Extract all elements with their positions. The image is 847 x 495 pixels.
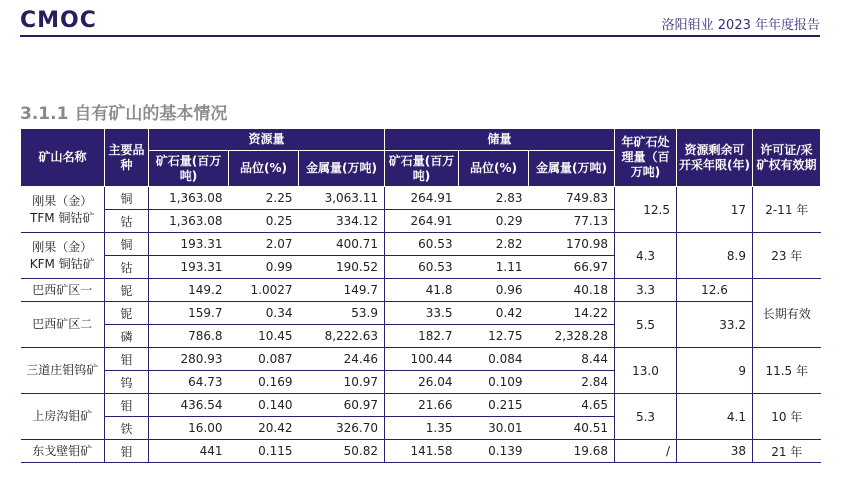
reserve-metal-cell: 4.65 bbox=[529, 394, 615, 417]
resource-metal-cell: 3,063.11 bbox=[299, 187, 385, 210]
product-cell: 铌 bbox=[105, 279, 149, 302]
resource-metal-cell: 326.70 bbox=[299, 417, 385, 440]
product-cell: 磷 bbox=[105, 325, 149, 348]
capacity-cell: 3.3 bbox=[615, 279, 677, 302]
reserve-metal-cell: 40.51 bbox=[529, 417, 615, 440]
resource-metal-cell: 53.9 bbox=[299, 302, 385, 325]
col-group-resources: 资源量 bbox=[149, 129, 385, 151]
col-resource-grade: 品位(%) bbox=[229, 151, 299, 187]
reserve-grade-cell: 1.11 bbox=[459, 256, 529, 279]
col-main-product: 主要品种 bbox=[105, 129, 149, 187]
product-cell: 铌 bbox=[105, 302, 149, 325]
reserve-metal-cell: 14.22 bbox=[529, 302, 615, 325]
resource-metal-cell: 8,222.63 bbox=[299, 325, 385, 348]
reserve-metal-cell: 2,328.28 bbox=[529, 325, 615, 348]
product-cell: 钼 bbox=[105, 440, 149, 463]
table-row bbox=[21, 440, 821, 463]
years-cell: 38 bbox=[677, 440, 753, 463]
reserve-grade-cell: 12.75 bbox=[459, 325, 529, 348]
capacity-cell: 12.5 bbox=[615, 187, 677, 233]
reserve-ore-cell: 264.91 bbox=[385, 187, 459, 210]
resource-metal-cell: 24.46 bbox=[299, 348, 385, 371]
license-cell: 21 年 bbox=[753, 440, 821, 463]
mine-name-cell: 三道庄钼钨矿 bbox=[21, 348, 105, 394]
capacity-cell: 13.0 bbox=[615, 348, 677, 394]
resource-ore-cell: 1,363.08 bbox=[149, 187, 229, 210]
col-reserve-grade: 品位(%) bbox=[459, 151, 529, 187]
years-cell: 4.1 bbox=[677, 394, 753, 440]
reserve-ore-cell: 33.5 bbox=[385, 302, 459, 325]
resource-metal-cell: 50.82 bbox=[299, 440, 385, 463]
mine-name-cell: 巴西矿区二 bbox=[21, 302, 105, 348]
product-cell: 钴 bbox=[105, 210, 149, 233]
years-cell: 9 bbox=[677, 348, 753, 394]
license-cell: 23 年 bbox=[753, 233, 821, 279]
license-cell: 10 年 bbox=[753, 394, 821, 440]
years-cell: 33.2 bbox=[677, 302, 753, 348]
years-cell: 8.9 bbox=[677, 233, 753, 279]
resource-metal-cell: 149.7 bbox=[299, 279, 385, 302]
reserve-ore-cell: 141.58 bbox=[385, 440, 459, 463]
resource-grade-cell: 1.0027 bbox=[229, 279, 299, 302]
reserve-metal-cell: 170.98 bbox=[529, 233, 615, 256]
reserve-grade-cell: 0.96 bbox=[459, 279, 529, 302]
resource-grade-cell: 0.169 bbox=[229, 371, 299, 394]
resource-grade-cell: 20.42 bbox=[229, 417, 299, 440]
reserve-grade-cell: 2.82 bbox=[459, 233, 529, 256]
mine-name-cell: 巴西矿区一 bbox=[21, 279, 105, 302]
mine-name-cell: 东戈壁钼矿 bbox=[21, 440, 105, 463]
reserve-grade-cell: 0.42 bbox=[459, 302, 529, 325]
license-cell: 2-11 年 bbox=[753, 187, 821, 233]
table-row bbox=[21, 348, 821, 371]
resource-ore-cell: 280.93 bbox=[149, 348, 229, 371]
resource-grade-cell: 0.140 bbox=[229, 394, 299, 417]
reserve-grade-cell: 30.01 bbox=[459, 417, 529, 440]
resource-ore-cell: 1,363.08 bbox=[149, 210, 229, 233]
cmoc-logo: CMOC bbox=[20, 8, 97, 33]
reserve-ore-cell: 60.53 bbox=[385, 256, 459, 279]
capacity-cell: / bbox=[615, 440, 677, 463]
col-group-reserves: 储量 bbox=[385, 129, 615, 151]
product-cell: 铜 bbox=[105, 187, 149, 210]
reserve-metal-cell: 40.18 bbox=[529, 279, 615, 302]
reserve-ore-cell: 21.66 bbox=[385, 394, 459, 417]
capacity-cell: 5.5 bbox=[615, 302, 677, 348]
resource-metal-cell: 190.52 bbox=[299, 256, 385, 279]
reserve-metal-cell: 8.44 bbox=[529, 348, 615, 371]
col-reserve-ore: 矿石量(百万吨) bbox=[385, 151, 459, 187]
col-resource-metal: 金属量(万吨) bbox=[299, 151, 385, 187]
reserve-ore-cell: 182.7 bbox=[385, 325, 459, 348]
capacity-cell: 5.3 bbox=[615, 394, 677, 440]
resource-grade-cell: 2.25 bbox=[229, 187, 299, 210]
resource-ore-cell: 786.8 bbox=[149, 325, 229, 348]
section-title: 3.1.1 自有矿山的基本情况 bbox=[20, 104, 228, 124]
license-cell: 11.5 年 bbox=[753, 348, 821, 394]
resource-grade-cell: 0.087 bbox=[229, 348, 299, 371]
col-resource-ore: 矿石量(百万吨) bbox=[149, 151, 229, 187]
table-row bbox=[21, 302, 821, 325]
reserve-grade-cell: 0.29 bbox=[459, 210, 529, 233]
col-license: 许可证/采矿权有效期 bbox=[753, 129, 821, 187]
resource-grade-cell: 0.34 bbox=[229, 302, 299, 325]
product-cell: 钼 bbox=[105, 394, 149, 417]
product-cell: 钴 bbox=[105, 256, 149, 279]
reserve-metal-cell: 749.83 bbox=[529, 187, 615, 210]
resource-grade-cell: 10.45 bbox=[229, 325, 299, 348]
license-cell: 长期有效 bbox=[753, 279, 821, 348]
mine-name-cell: 刚果（金）KFM 铜钴矿 bbox=[21, 233, 105, 279]
product-cell: 钨 bbox=[105, 371, 149, 394]
table-row bbox=[21, 279, 821, 302]
report-title: 洛阳钼业 2023 年年度报告 bbox=[661, 18, 820, 33]
col-annual-capacity: 年矿石处理量（百万吨) bbox=[615, 129, 677, 187]
reserve-metal-cell: 19.68 bbox=[529, 440, 615, 463]
reserve-grade-cell: 2.83 bbox=[459, 187, 529, 210]
resource-metal-cell: 60.97 bbox=[299, 394, 385, 417]
reserve-grade-cell: 0.084 bbox=[459, 348, 529, 371]
resource-ore-cell: 149.2 bbox=[149, 279, 229, 302]
mine-name-cell: 上房沟钼矿 bbox=[21, 394, 105, 440]
resource-metal-cell: 334.12 bbox=[299, 210, 385, 233]
capacity-cell: 4.3 bbox=[615, 233, 677, 279]
reserve-grade-cell: 0.139 bbox=[459, 440, 529, 463]
reserve-grade-cell: 0.109 bbox=[459, 371, 529, 394]
years-cell: 17 bbox=[677, 187, 753, 233]
reserve-grade-cell: 0.215 bbox=[459, 394, 529, 417]
resource-ore-cell: 441 bbox=[149, 440, 229, 463]
reserve-metal-cell: 66.97 bbox=[529, 256, 615, 279]
product-cell: 钼 bbox=[105, 348, 149, 371]
col-remaining-years: 资源剩余可开采年限(年) bbox=[677, 129, 753, 187]
resource-grade-cell: 0.115 bbox=[229, 440, 299, 463]
resource-ore-cell: 193.31 bbox=[149, 233, 229, 256]
product-cell: 铜 bbox=[105, 233, 149, 256]
resource-metal-cell: 400.71 bbox=[299, 233, 385, 256]
col-reserve-metal: 金属量(万吨) bbox=[529, 151, 615, 187]
resource-ore-cell: 16.00 bbox=[149, 417, 229, 440]
resource-ore-cell: 436.54 bbox=[149, 394, 229, 417]
reserve-metal-cell: 77.13 bbox=[529, 210, 615, 233]
reserve-ore-cell: 26.04 bbox=[385, 371, 459, 394]
resource-grade-cell: 0.99 bbox=[229, 256, 299, 279]
reserve-ore-cell: 264.91 bbox=[385, 210, 459, 233]
reserve-ore-cell: 100.44 bbox=[385, 348, 459, 371]
product-cell: 铁 bbox=[105, 417, 149, 440]
resource-ore-cell: 193.31 bbox=[149, 256, 229, 279]
table-row bbox=[21, 233, 821, 256]
resource-ore-cell: 64.73 bbox=[149, 371, 229, 394]
header-divider bbox=[20, 35, 820, 37]
reserve-ore-cell: 1.35 bbox=[385, 417, 459, 440]
reserve-ore-cell: 41.8 bbox=[385, 279, 459, 302]
mine-table bbox=[20, 128, 821, 463]
mine-name-cell: 刚果（金）TFM 铜钴矿 bbox=[21, 187, 105, 233]
resource-metal-cell: 10.97 bbox=[299, 371, 385, 394]
table-row bbox=[21, 187, 821, 210]
resource-grade-cell: 2.07 bbox=[229, 233, 299, 256]
resource-ore-cell: 159.7 bbox=[149, 302, 229, 325]
resource-grade-cell: 0.25 bbox=[229, 210, 299, 233]
reserve-metal-cell: 2.84 bbox=[529, 371, 615, 394]
years-cell: 12.6 bbox=[677, 279, 753, 302]
col-mine-name: 矿山名称 bbox=[21, 129, 105, 187]
table-row bbox=[21, 394, 821, 417]
reserve-ore-cell: 60.53 bbox=[385, 233, 459, 256]
